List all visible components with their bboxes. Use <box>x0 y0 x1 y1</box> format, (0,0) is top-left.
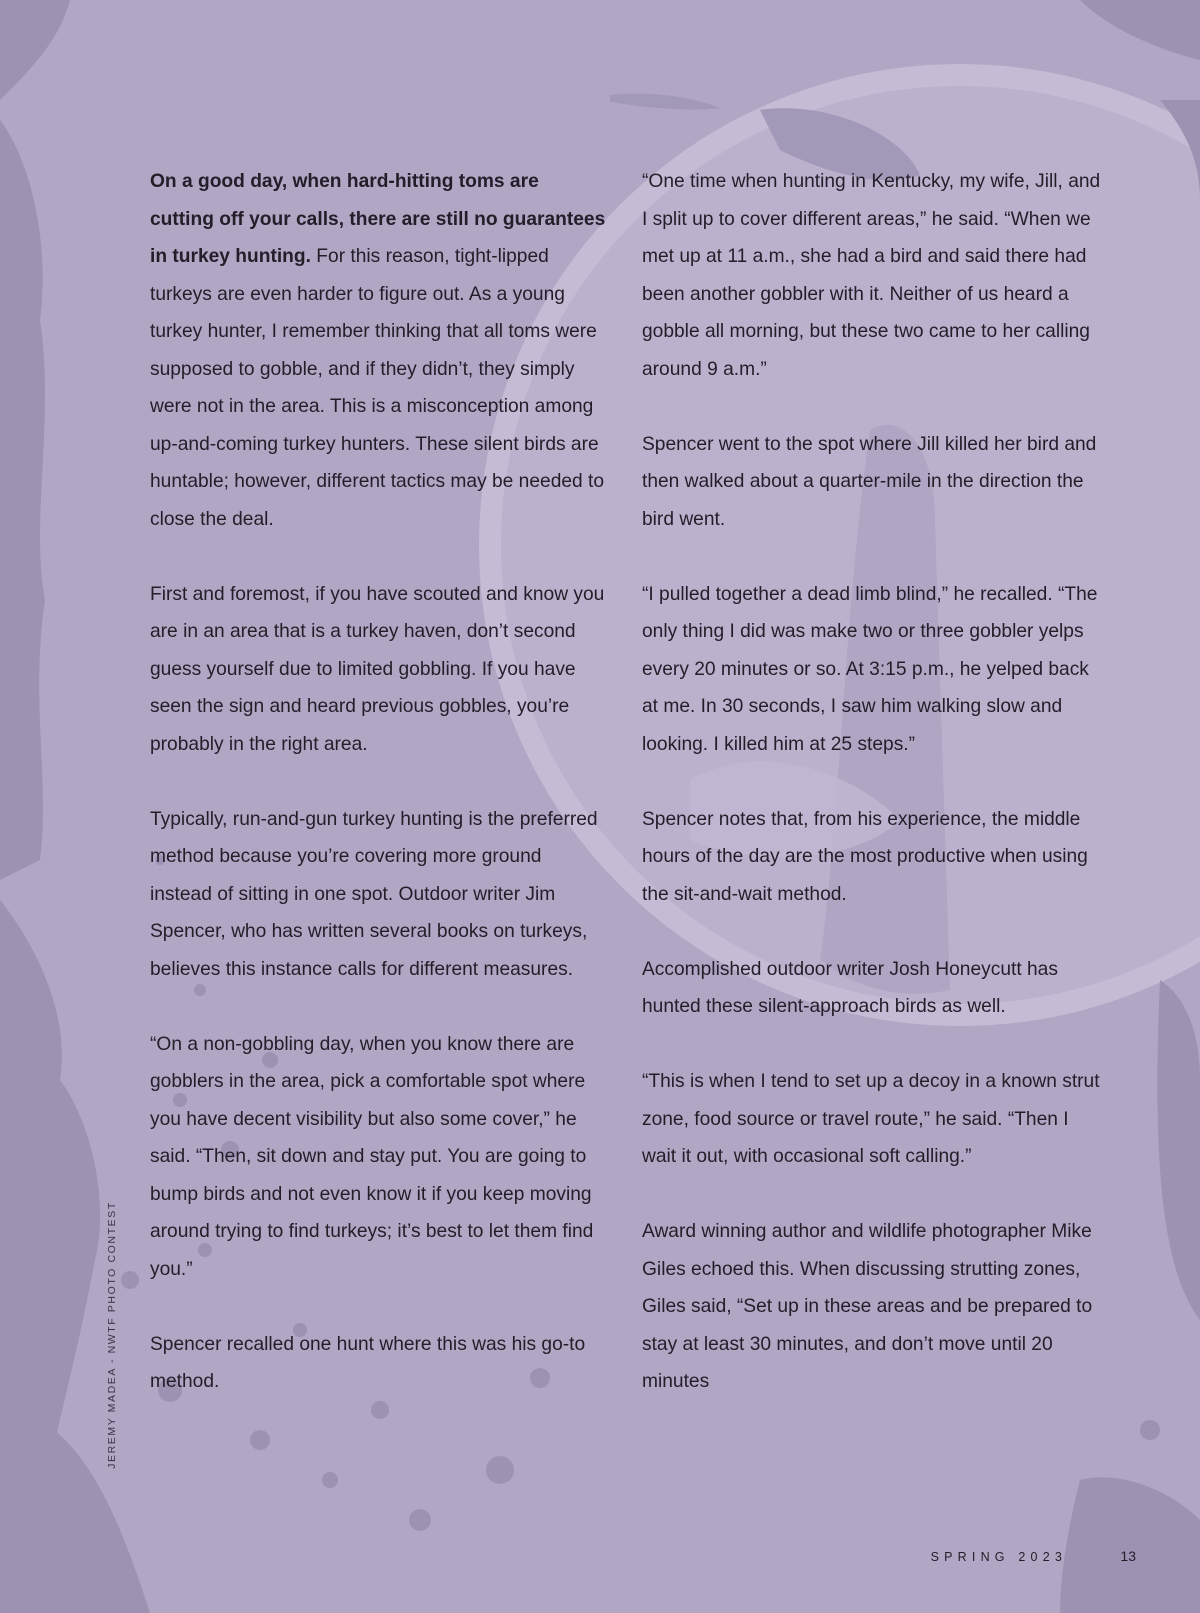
page-number: 13 <box>1120 1548 1136 1564</box>
paragraph: “One time when hunting in Kentucky, my wife, Jill, and I split up to cover different areas,” he said. “When we met up at 11 a.m., she had a bird and said there had been another gobbler with it. Neither of us heard a gobble all morning, but these two came to her calling around 9 a.m.” <box>642 171 1101 380</box>
paragraph: Spencer notes that, from his experience, the middle hours of the day are the most productive when using the sit-and-wait method. <box>642 808 1088 905</box>
paragraph-text: For this reason, tight-lipped turkeys are even harder to figure out. As a young turkey hunter, I remember thinking that all toms were supposed to gobble, and if they didn’t, they simply were not in the area. This is a misconception among up-and-coming turkey hunters. These silent birds are huntable; however, different tactics may be needed to close the deal. <box>150 246 605 530</box>
paragraph: Spencer went to the spot where Jill killed her bird and then walked about a quarter-mile in the direction the bird went. <box>642 433 1097 530</box>
paragraph: “I pulled together a dead limb blind,” he recalled. “The only thing I did was make two or three gobbler yelps every 20 minutes or so. At 3:15 p.m., he yelped back at me. In 30 seconds, I saw him walking slow and looking. I killed him at 25 steps.” <box>642 583 1098 755</box>
article-column-left <box>150 163 606 1401</box>
paragraph: Award winning author and wildlife photographer Mike Giles echoed this. When discussing strutting zones, Giles said, “Set up in these areas and be prepared to stay at least 30 minutes, and don’t move until 20 minutes <box>642 1221 1093 1392</box>
paragraph: “On a non-gobbling day, when you know there are gobblers in the area, pick a comfortable spot where you have decent visibility but also some cover,” he said. “Then, sit down and stay put. You are going to bump birds and not even know it if you keep moving around trying to find turkeys; it’s best to let them find you.” <box>150 1033 594 1280</box>
paragraph: “This is when I tend to set up a decoy in a known strut zone, food source or travel route,” he said. “Then I wait it out, with occasional soft calling.” <box>642 1071 1100 1167</box>
article-column-right <box>642 163 1102 1401</box>
paragraph: Typically, run-and-gun turkey hunting is the preferred method because you’re covering more ground instead of sitting in one spot. Outdoor writer Jim Spencer, who has written several books on turkeys, believes this instance calls for different measures. <box>150 808 598 980</box>
photo-credit: JEREMY MADEA - NWTF PHOTO CONTEST <box>106 1201 118 1469</box>
issue-label: SPRING 2023 <box>930 1550 1067 1564</box>
paragraph: Accomplished outdoor writer Josh Honeycutt has hunted these silent-approach birds as well. <box>642 958 1058 1017</box>
paragraph: First and foremost, if you have scouted and know you are in an area that is a turkey haven, don’t second guess yourself due to limited gobbling. If you have seen the sign and heard previous gobbles, you’re probably in the right area. <box>150 583 605 755</box>
lead-in: On a good day, when hard-hitting toms are cutting off your calls, there are still no guarantees in turkey hunting. <box>150 171 606 267</box>
paragraph <box>150 163 606 538</box>
paragraph: Spencer recalled one hunt where this was his go-to method. <box>150 1333 586 1392</box>
